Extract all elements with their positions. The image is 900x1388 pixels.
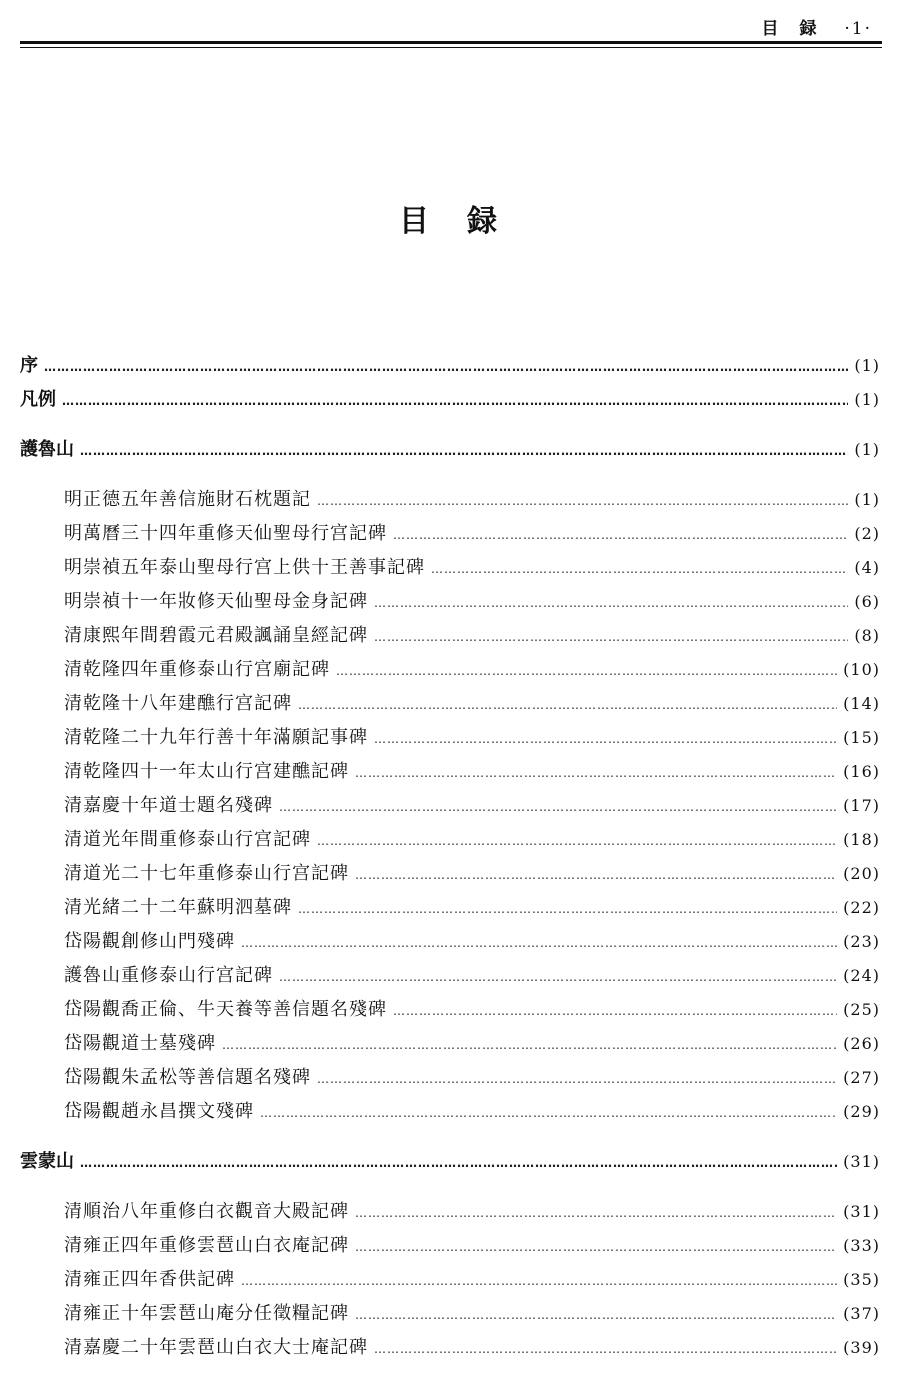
toc-page-number: (15) <box>843 728 880 747</box>
toc-entry <box>20 619 880 653</box>
toc-page-number: (1) <box>854 356 880 375</box>
toc-entry <box>20 653 880 687</box>
toc-entry-title: 明崇禎十一年妝修天仙聖母金身記碑 <box>64 591 368 612</box>
toc-entry-title: 岱陽觀創修山門殘碑 <box>64 931 235 952</box>
toc-entry-title: 明萬曆三十四年重修天仙聖母行宫記碑 <box>64 523 387 544</box>
toc-entry-title: 清嘉慶二十年雲琶山白衣大士庵記碑 <box>64 1337 368 1358</box>
toc-entry <box>20 551 880 585</box>
dot-leader <box>317 484 848 518</box>
toc-page-number: (31) <box>843 1152 880 1171</box>
toc-entry <box>20 891 880 925</box>
toc-entry-title: 清雍正四年香供記碑 <box>64 1269 235 1290</box>
dot-leader <box>374 722 837 756</box>
title-char-1: 目 <box>399 204 433 239</box>
toc-page-number: (18) <box>843 830 880 849</box>
toc-page-number: (24) <box>843 966 880 985</box>
toc-entry-title: 明正德五年善信施財石枕題記 <box>64 489 311 510</box>
dot-leader <box>279 790 837 824</box>
toc-entry-title: 岱陽觀道士墓殘碑 <box>64 1033 216 1054</box>
toc-entry <box>20 993 880 1027</box>
dot-leader <box>374 586 848 620</box>
toc-page-number: (6) <box>854 592 880 611</box>
dot-leader <box>62 384 848 418</box>
toc-entry <box>20 857 880 891</box>
dot-leader <box>355 1196 837 1230</box>
toc-page-number: (8) <box>854 626 880 645</box>
toc-entry <box>20 1263 880 1297</box>
toc-entry <box>20 483 880 517</box>
toc-page-number: (20) <box>843 864 880 883</box>
dot-leader <box>298 688 837 722</box>
dot-leader <box>298 892 837 926</box>
toc-page-number: (27) <box>843 1068 880 1087</box>
toc-entry <box>20 755 880 789</box>
dot-leader <box>279 960 837 994</box>
toc-entry-title: 清順治八年重修白衣觀音大殿記碑 <box>64 1201 349 1222</box>
toc-entry <box>20 1195 880 1229</box>
toc-entry <box>20 789 880 823</box>
title-char-2: 録 <box>467 204 501 239</box>
toc-entry-title: 岱陽觀趙永昌撰文殘碑 <box>64 1101 254 1122</box>
toc-entry <box>20 1229 880 1263</box>
dot-leader <box>355 858 837 892</box>
toc-page-number: (23) <box>843 932 880 951</box>
toc-entry-title: 清雍正十年雲琶山庵分任徵糧記碑 <box>64 1303 349 1324</box>
toc-page-number: (1) <box>854 440 880 459</box>
dot-leader <box>355 756 837 790</box>
dot-leader <box>241 1264 837 1298</box>
toc-page-number: (39) <box>843 1338 880 1357</box>
toc-page-number: (22) <box>843 898 880 917</box>
dot-leader <box>317 824 837 858</box>
dot-leader <box>374 1332 837 1366</box>
toc-entry-title: 清道光二十七年重修泰山行宫記碑 <box>64 863 349 884</box>
toc-entry-title: 清道光年間重修泰山行宫記碑 <box>64 829 311 850</box>
toc-entry-title: 雲蒙山 <box>20 1151 74 1172</box>
toc-page-number: (35) <box>843 1270 880 1289</box>
toc-page-number: (26) <box>843 1034 880 1053</box>
toc-page-number: (17) <box>843 796 880 815</box>
running-head-label: 目 録 <box>761 19 819 39</box>
dot-leader <box>80 434 848 468</box>
toc-entry <box>20 823 880 857</box>
toc-entry-title: 清乾隆四十一年太山行宫建醮記碑 <box>64 761 349 782</box>
dot-leader <box>431 552 848 586</box>
toc-entry <box>20 1297 880 1331</box>
dot-leader <box>336 654 837 688</box>
dot-leader <box>393 994 837 1028</box>
running-head <box>761 14 872 39</box>
toc-page-number: (16) <box>843 762 880 781</box>
toc-page-number: (1) <box>854 490 880 509</box>
dot-leader <box>44 350 848 384</box>
toc-front-entry <box>20 383 880 417</box>
toc-entry <box>20 721 880 755</box>
dot-leader <box>241 926 837 960</box>
dot-leader <box>222 1028 837 1062</box>
toc-front-entry <box>20 349 880 383</box>
toc-page-number: (25) <box>843 1000 880 1019</box>
toc-entry <box>20 925 880 959</box>
toc-entry-title: 清光緒二十二年蘇明泗墓碑 <box>64 897 292 918</box>
toc-page-number: (4) <box>854 558 880 577</box>
toc-entry-title: 清康熙年間碧霞元君殿諷誦皇經記碑 <box>64 625 368 646</box>
toc-page-number: (10) <box>843 660 880 679</box>
toc-entry <box>20 1027 880 1061</box>
toc-entry-title: 清乾隆十八年建醮行宫記碑 <box>64 693 292 714</box>
toc-entry <box>20 1331 880 1365</box>
toc-page-number: (33) <box>843 1236 880 1255</box>
dot-leader <box>80 1146 837 1180</box>
dot-leader <box>260 1096 837 1130</box>
toc-page-number: (37) <box>843 1304 880 1323</box>
toc-page-number: (2) <box>854 524 880 543</box>
toc-entry <box>20 585 880 619</box>
toc-section-heading <box>20 1145 880 1179</box>
dot-leader <box>374 620 848 654</box>
header-rule-thin <box>20 47 882 48</box>
toc-entry-title: 清嘉慶十年道士題名殘碑 <box>64 795 273 816</box>
dot-leader <box>317 1062 837 1096</box>
toc-entry-title: 岱陽觀朱孟松等善信題名殘碑 <box>64 1067 311 1088</box>
toc-entry <box>20 1095 880 1129</box>
toc-page-number: (14) <box>843 694 880 713</box>
toc-entry <box>20 517 880 551</box>
toc-entry <box>20 959 880 993</box>
toc-entry-title: 清乾隆四年重修泰山行宫廟記碑 <box>64 659 330 680</box>
dot-leader <box>355 1230 837 1264</box>
toc-entry-title: 護魯山重修泰山行宫記碑 <box>64 965 273 986</box>
toc-entry <box>20 1061 880 1095</box>
toc-entry-title: 清雍正四年重修雲琶山白衣庵記碑 <box>64 1235 349 1256</box>
toc-entry-title: 序 <box>20 355 38 376</box>
toc-entry-title: 護魯山 <box>20 439 74 460</box>
toc-section-heading <box>20 433 880 467</box>
toc-entry-title: 凡例 <box>20 389 56 410</box>
dot-leader <box>393 518 848 552</box>
page-number: ·1· <box>844 19 872 39</box>
toc-page-number: (31) <box>843 1202 880 1221</box>
header-rule-thick <box>20 41 882 44</box>
toc-entry-title: 岱陽觀喬正倫、牛天養等善信題名殘碑 <box>64 999 387 1020</box>
toc-entry <box>20 687 880 721</box>
toc-entry-title: 清乾隆二十九年行善十年滿願記事碑 <box>64 727 368 748</box>
toc-entry-title: 明崇禎五年泰山聖母行宫上供十王善事記碑 <box>64 557 425 578</box>
toc-page-number: (29) <box>843 1102 880 1121</box>
table-of-contents <box>20 349 880 1381</box>
page-title <box>0 196 900 240</box>
dot-leader <box>355 1298 837 1332</box>
toc-page-number: (1) <box>854 390 880 409</box>
